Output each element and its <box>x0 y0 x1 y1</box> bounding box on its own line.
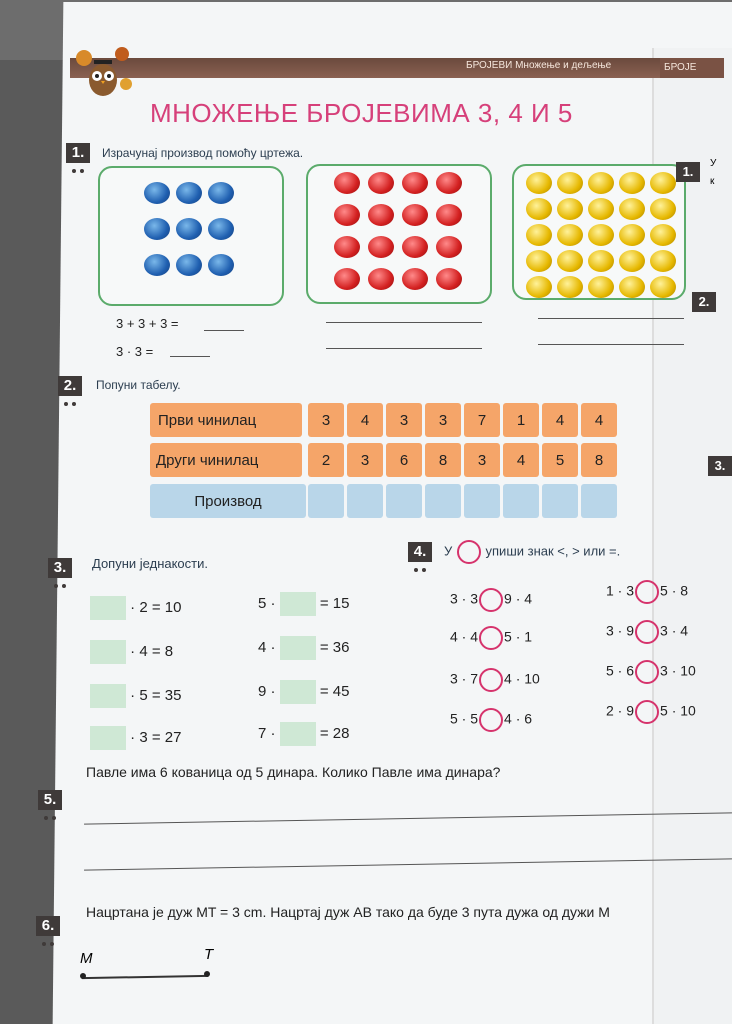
first-factor-cell: 3 <box>425 403 461 437</box>
sign-circle[interactable] <box>635 700 659 724</box>
expr-a: 5 · 6 <box>606 662 635 679</box>
comparison-left <box>450 708 532 732</box>
product-cell[interactable] <box>464 484 500 518</box>
red-ball <box>334 172 360 194</box>
yel-ball <box>588 172 614 194</box>
task-1-badge: 1. <box>66 143 90 163</box>
red-ball <box>334 268 360 290</box>
task-3-instruction: Допуни једнакости. <box>92 556 208 571</box>
answer-box[interactable] <box>90 640 126 664</box>
header-tab: БРОЈЕ <box>660 58 724 78</box>
expr-b: 5 · 8 <box>660 582 689 599</box>
second-factor-cell: 5 <box>542 443 578 477</box>
comparison-right <box>606 700 696 724</box>
yel-ball <box>557 172 583 194</box>
equation-suffix: = 45 <box>319 682 350 700</box>
product-cell[interactable] <box>308 484 344 518</box>
second-factor-cell: 2 <box>308 443 344 477</box>
yellow-sum-line[interactable] <box>538 318 684 319</box>
expr-b: 3 · 10 <box>660 662 696 679</box>
blue-ball <box>144 182 170 204</box>
expr-b: 5 · 1 <box>504 628 533 645</box>
yel-ball <box>650 276 676 298</box>
first-factor-cell: 3 <box>386 403 422 437</box>
equation-text: · 4 = 8 <box>130 642 174 660</box>
equation-left <box>90 640 173 664</box>
sum-answer-line[interactable] <box>204 330 244 331</box>
first-factor-cell: 7 <box>464 403 500 437</box>
expr-a: 5 · 5 <box>450 710 479 727</box>
expr-b: 4 · 6 <box>504 710 533 727</box>
yel-ball <box>557 224 583 246</box>
sign-circle[interactable] <box>479 626 503 650</box>
equation-text: · 5 = 35 <box>130 686 182 704</box>
equation-prefix: 9 · <box>258 682 276 700</box>
answer-box[interactable] <box>280 680 316 704</box>
blue-ball <box>208 254 234 276</box>
product-cell[interactable] <box>542 484 578 518</box>
red-ball <box>402 172 428 194</box>
product-cell[interactable] <box>386 484 422 518</box>
expr-a: 1 · 3 <box>606 582 635 599</box>
answer-box[interactable] <box>90 726 126 750</box>
side-task-1-text-a: У <box>710 158 717 169</box>
yel-ball <box>526 198 552 220</box>
equation-prefix: 4 · <box>258 638 276 656</box>
expr-a: 3 · 9 <box>606 622 635 639</box>
blue-ball <box>144 254 170 276</box>
product-equation: 3 · 3 = <box>116 344 154 359</box>
product-answer-line[interactable] <box>170 356 210 357</box>
task-4-badge: 4. <box>408 542 432 562</box>
answer-box[interactable] <box>280 722 316 746</box>
comparison-left <box>450 626 532 650</box>
equation-suffix: = 28 <box>319 724 350 742</box>
yel-ball <box>650 250 676 272</box>
red-ball <box>436 236 462 258</box>
answer-box[interactable] <box>280 592 316 616</box>
red-ball <box>368 172 394 194</box>
sign-circle[interactable] <box>635 580 659 604</box>
yel-ball <box>619 250 645 272</box>
sum-equation: 3 + 3 + 3 = <box>116 316 179 331</box>
yel-ball <box>526 250 552 272</box>
yel-ball <box>557 250 583 272</box>
comparison-right <box>606 660 696 684</box>
red-ball <box>436 268 462 290</box>
side-task-2-badge: 2. <box>692 292 716 312</box>
segment-point-t: T <box>204 946 214 963</box>
yel-ball <box>588 276 614 298</box>
equation-left <box>90 684 181 708</box>
comparison-right <box>606 580 688 604</box>
red-balls-box <box>306 164 492 304</box>
first-factor-cell: 4 <box>542 403 578 437</box>
second-factor-cell: 6 <box>386 443 422 477</box>
task-3-badge: 3. <box>48 558 72 578</box>
second-factor-cell: 3 <box>347 443 383 477</box>
red-ball <box>368 268 394 290</box>
product-cell[interactable] <box>425 484 461 518</box>
circle-icon <box>457 540 481 564</box>
task-2-instruction: Попуни табелу. <box>96 378 181 392</box>
side-task-1-text-b: к <box>710 176 715 187</box>
equation-left <box>90 726 181 750</box>
red-ball <box>402 268 428 290</box>
row-first-factor-label: Први чинилац <box>150 403 302 437</box>
yel-ball <box>619 172 645 194</box>
task-2-badge: 2. <box>58 376 82 396</box>
sign-circle[interactable] <box>479 708 503 732</box>
task-4-instruction-post: упиши знак <, > или =. <box>485 543 621 559</box>
product-cell[interactable] <box>347 484 383 518</box>
equation-prefix: 7 · <box>258 724 276 742</box>
comparison-left <box>450 588 532 612</box>
task-1-instruction: Израчунај производ помоћу цртежа. <box>102 146 304 160</box>
equation-text: · 2 = 10 <box>130 598 182 616</box>
yel-ball <box>650 172 676 194</box>
red-product-line[interactable] <box>326 348 482 349</box>
row-second-factor-label: Други чинилац <box>150 443 302 477</box>
task-4-instruction-pre: У <box>444 543 453 559</box>
second-factor-cell: 4 <box>503 443 539 477</box>
equation-right <box>258 722 349 746</box>
yel-ball <box>526 172 552 194</box>
row-product-label: Производ <box>150 484 306 518</box>
second-factor-cell: 3 <box>464 443 500 477</box>
expr-b: 4 · 10 <box>504 670 540 687</box>
comparison-right <box>606 620 688 644</box>
blue-ball <box>176 182 202 204</box>
side-task-1-badge: 1. <box>676 162 700 182</box>
first-factor-cell: 1 <box>503 403 539 437</box>
yellow-balls-box <box>512 164 686 300</box>
red-ball <box>334 236 360 258</box>
side-task-3-badge: 3. <box>708 456 732 476</box>
equation-left <box>90 596 181 620</box>
header-section-label: БРОЈЕВИ Множење и дељење <box>466 60 612 71</box>
page-title: МНОЖЕЊЕ БРОЈЕВИМА 3, 4 И 5 <box>150 98 573 128</box>
first-factor-cell: 3 <box>308 403 344 437</box>
yel-ball <box>557 276 583 298</box>
expr-a: 2 · 9 <box>606 702 635 719</box>
yel-ball <box>619 224 645 246</box>
yel-ball <box>588 250 614 272</box>
expr-a: 3 · 7 <box>450 670 479 687</box>
equation-right <box>258 636 349 660</box>
task-6-text: Нацртана је дуж MT = 3 cm. Нацртај дуж AB тако да буде 3 пута дужа од дужи M <box>86 904 610 920</box>
yellow-product-line[interactable] <box>538 344 684 345</box>
point-t-dot <box>204 971 210 977</box>
expr-b: 9 · 4 <box>504 590 533 607</box>
expr-b: 5 · 10 <box>660 702 696 719</box>
equation-text: · 3 = 27 <box>130 728 182 746</box>
task-5-badge: 5. <box>38 790 62 810</box>
answer-box[interactable] <box>280 636 316 660</box>
equation-suffix: = 15 <box>319 594 350 612</box>
sign-circle[interactable] <box>635 620 659 644</box>
expr-b: 3 · 4 <box>660 622 689 639</box>
second-factor-cell: 8 <box>581 443 617 477</box>
equation-suffix: = 36 <box>319 638 350 656</box>
red-ball <box>436 172 462 194</box>
second-factor-cell: 8 <box>425 443 461 477</box>
sign-circle[interactable] <box>479 588 503 612</box>
yel-ball <box>526 224 552 246</box>
blue-ball <box>176 218 202 240</box>
segment-point-m: M <box>80 950 93 967</box>
blue-balls-box <box>98 166 284 306</box>
yel-ball <box>557 198 583 220</box>
blue-ball <box>208 182 234 204</box>
red-ball <box>436 204 462 226</box>
task-4-instruction <box>444 540 620 564</box>
red-ball <box>402 204 428 226</box>
red-ball <box>368 204 394 226</box>
red-sum-line[interactable] <box>326 322 482 323</box>
equation-right <box>258 592 349 616</box>
point-m-dot <box>80 973 86 979</box>
owl-mascot-icon <box>72 44 134 106</box>
first-factor-cell: 4 <box>347 403 383 437</box>
equation-prefix: 5 · <box>258 594 276 612</box>
comparison-left <box>450 668 540 692</box>
sign-circle[interactable] <box>479 668 503 692</box>
answer-box[interactable] <box>90 596 126 620</box>
red-ball <box>368 236 394 258</box>
expr-a: 3 · 3 <box>450 590 479 607</box>
yel-ball <box>526 276 552 298</box>
red-ball <box>334 204 360 226</box>
yel-ball <box>650 198 676 220</box>
task-5-text: Павле има 6 кованица од 5 динара. Колико Павле има динара? <box>86 764 501 780</box>
yel-ball <box>588 198 614 220</box>
blue-ball <box>208 218 234 240</box>
blue-ball <box>176 254 202 276</box>
equation-right <box>258 680 349 704</box>
yel-ball <box>619 276 645 298</box>
sign-circle[interactable] <box>635 660 659 684</box>
blue-ball <box>144 218 170 240</box>
red-ball <box>402 236 428 258</box>
yel-ball <box>588 224 614 246</box>
answer-box[interactable] <box>90 684 126 708</box>
yel-ball <box>619 198 645 220</box>
first-factor-cell: 4 <box>581 403 617 437</box>
product-cell[interactable] <box>503 484 539 518</box>
task-6-badge: 6. <box>36 916 60 936</box>
product-cell[interactable] <box>581 484 617 518</box>
expr-a: 4 · 4 <box>450 628 479 645</box>
yel-ball <box>650 224 676 246</box>
